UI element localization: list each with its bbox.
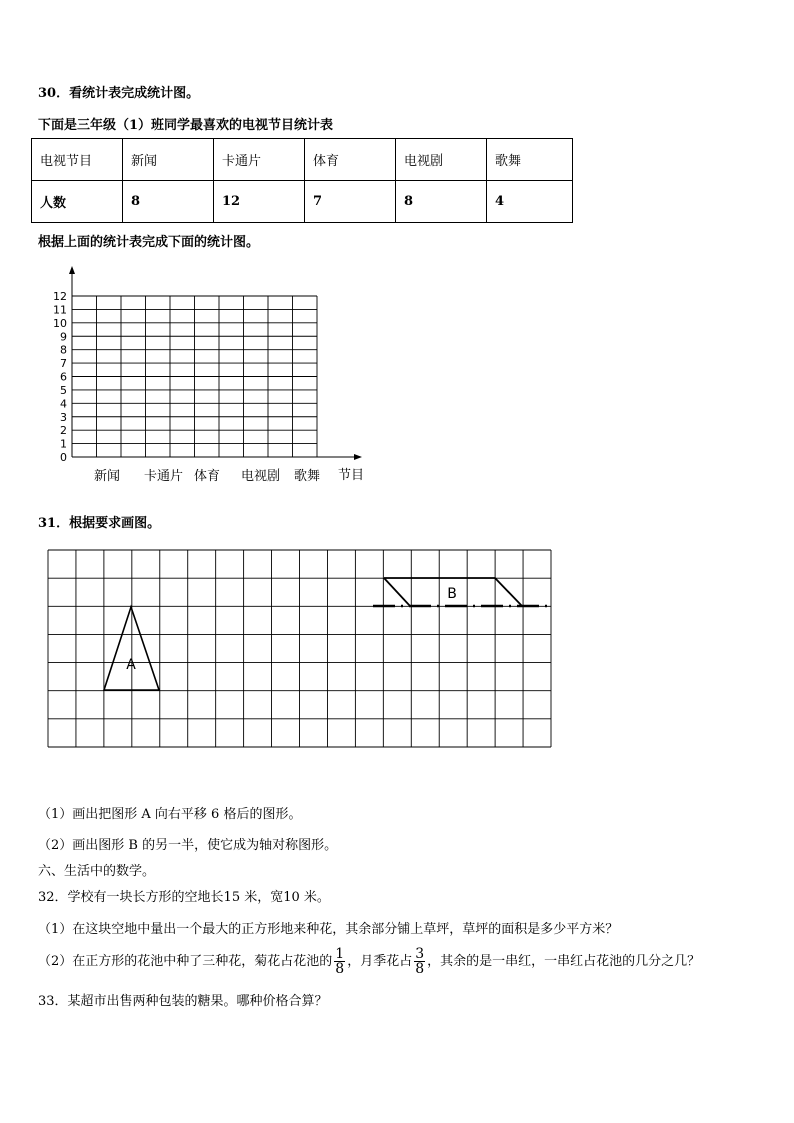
y-tick-label: 5 bbox=[60, 383, 67, 397]
q32-sub2-text-c: ，其余的是一串红，一串红占花池的几分之几？ bbox=[427, 954, 701, 969]
q31-sub2: （2）画出图形 B 的另一半，使它成为轴对称图形。 bbox=[38, 838, 338, 853]
table-cell: 新闻 bbox=[123, 139, 214, 181]
table-cell: 体育 bbox=[305, 139, 396, 181]
q32-sub2-text-a: （2）在正方形的花池中种了三种花，菊花占花池的 bbox=[38, 954, 333, 969]
y-tick-label: 9 bbox=[60, 330, 67, 344]
q32-sub1: （1）在这块空地中量出一个最大的正方形地来种花，其余部分铺上草坪，草坪的面积是多少平方米？ bbox=[38, 922, 619, 937]
table-cell: 4 bbox=[487, 181, 573, 223]
fraction-three-eighths: $\frac{3}{8}$ bbox=[415, 946, 425, 977]
q33-title: 33．某超市出售两种包装的糖果。哪种价格合算？ bbox=[38, 994, 328, 1009]
q32-title: 32．学校有一块长方形的空地长15 米，宽10 米。 bbox=[38, 890, 330, 905]
q30-instruction: 根据上面的统计表完成下面的统计图。 bbox=[38, 235, 260, 250]
q31-title: 31．根据要求画图。 bbox=[38, 516, 161, 531]
y-tick-label: 7 bbox=[60, 357, 67, 371]
table-cell: 电视节目 bbox=[32, 139, 123, 181]
x-category-label: 新闻 bbox=[94, 469, 121, 484]
table-cell: 卡通片 bbox=[214, 139, 305, 181]
q32-sub2-text-b: ，月季花占 bbox=[347, 954, 413, 969]
fraction-one-eighth: $\frac{1}{8}$ bbox=[335, 946, 345, 977]
chart-x-axis-label: 节目 bbox=[338, 468, 365, 483]
q31-sub1: （1）画出把图形 A 向右平移 6 格后的图形。 bbox=[38, 807, 302, 822]
table-cell: 歌舞 bbox=[487, 139, 573, 181]
table-cell: 电视剧 bbox=[396, 139, 487, 181]
square-grid bbox=[48, 550, 551, 747]
y-tick-label: 1 bbox=[60, 437, 67, 451]
x-category-label: 电视剧 bbox=[241, 469, 281, 484]
y-tick-label: 4 bbox=[60, 397, 67, 411]
q30-table-caption: 下面是三年级（1）班同学最喜欢的电视节目统计表 bbox=[38, 118, 334, 133]
table-cell: 8 bbox=[123, 181, 214, 223]
table-cell: 12 bbox=[214, 181, 305, 223]
q32-sub2 bbox=[38, 946, 700, 978]
y-tick-label: 0 bbox=[60, 451, 67, 464]
y-tick-label: 2 bbox=[60, 424, 67, 438]
y-tick-label: 8 bbox=[60, 343, 67, 357]
y-tick-label: 12 bbox=[53, 290, 67, 303]
table-cell: 人数 bbox=[32, 181, 123, 223]
x-category-label: 歌舞 bbox=[294, 469, 321, 484]
x-category-label: 卡通片 bbox=[144, 469, 184, 484]
x-category-label: 体育 bbox=[194, 469, 221, 484]
y-tick-label: 10 bbox=[53, 316, 67, 330]
table-cell: 8 bbox=[396, 181, 487, 223]
q30-title: 30．看统计表完成统计图。 bbox=[38, 86, 200, 101]
table-cell: 7 bbox=[305, 181, 396, 223]
y-tick-label: 6 bbox=[60, 370, 67, 384]
label-b: B bbox=[447, 586, 457, 602]
y-tick-label: 11 bbox=[53, 303, 67, 317]
y-tick-label: 3 bbox=[60, 410, 67, 424]
label-a: A bbox=[126, 657, 136, 673]
section6-heading: 六、生活中的数学。 bbox=[38, 864, 156, 879]
